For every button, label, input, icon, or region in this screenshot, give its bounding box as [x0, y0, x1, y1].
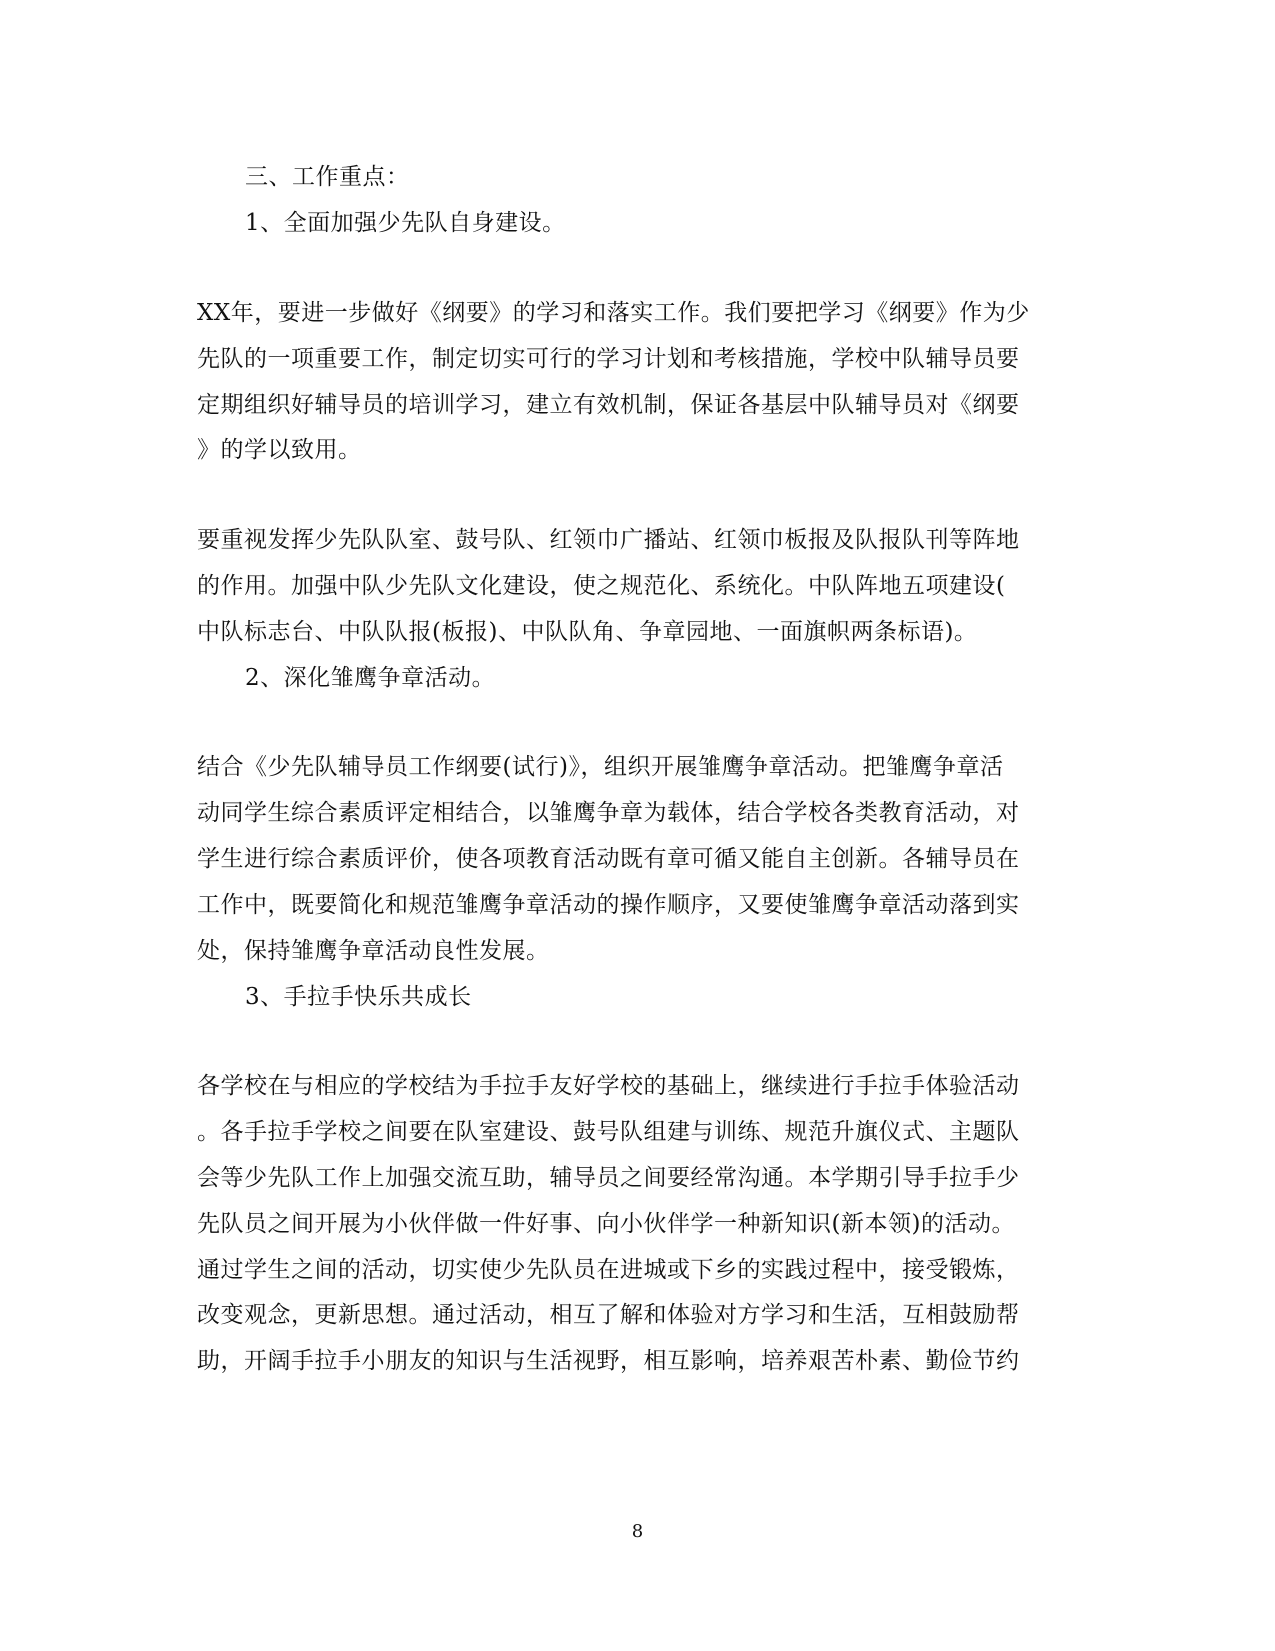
paragraph-line: 。各手拉手学校之间要在队室建设、鼓号队组建与训练、规范升旗仪式、主题队: [197, 1119, 1020, 1145]
paragraph-line: 先队的一项重要工作，制定切实可行的学习计划和考核措施，学校中队辅导员要: [197, 346, 1020, 372]
paragraph-line: 要重视发挥少先队队室、鼓号队、红领巾广播站、红领巾板报及队报队刊等阵地: [197, 527, 1020, 553]
subheading-2: 2、深化雏鹰争章活动。: [245, 665, 496, 691]
paragraph-line: 改变观念，更新思想。通过活动，相互了解和体验对方学习和生活，互相鼓励帮: [197, 1302, 1020, 1328]
paragraph-line: 》的学以致用。: [197, 437, 362, 463]
paragraph-line: 助，开阔手拉手小朋友的知识与生活视野，相互影响，培养艰苦朴素、勤俭节约: [197, 1348, 1020, 1374]
paragraph-line: 的作用。加强中队少先队文化建设，使之规范化、系统化。中队阵地五项建设(: [197, 573, 1006, 599]
paragraph-line: 中队标志台、中队队报(板报)、中队队角、争章园地、一面旗帜两条标语)。: [197, 619, 978, 645]
paragraph-line: 结合《少先队辅导员工作纲要(试行)》，组织开展雏鹰争章活动。把雏鹰争章活: [197, 754, 1004, 780]
page-number: 8: [631, 1521, 644, 1542]
paragraph-line: 通过学生之间的活动，切实使少先队员在进城或下乡的实践过程中，接受锻炼，: [197, 1257, 1020, 1283]
section-heading: 三、工作重点：: [245, 164, 410, 190]
paragraph-line: 学生进行综合素质评价，使各项教育活动既有章可循又能自主创新。各辅导员在: [197, 846, 1020, 872]
paragraph-line: XX年，要进一步做好《纲要》的学习和落实工作。我们要把学习《纲要》作为少: [197, 300, 1030, 326]
paragraph-line: 处，保持雏鹰争章活动良性发展。: [197, 938, 550, 964]
subheading-1: 1、全面加强少先队自身建设。: [245, 210, 566, 236]
paragraph-line: 各学校在与相应的学校结为手拉手友好学校的基础上，继续进行手拉手体验活动: [197, 1073, 1020, 1099]
subheading-3: 3、手拉手快乐共成长: [245, 984, 472, 1010]
paragraph-line: 定期组织好辅导员的培训学习，建立有效机制，保证各基层中队辅导员对《纲要: [197, 392, 1020, 418]
paragraph-line: 先队员之间开展为小伙伴做一件好事、向小伙伴学一种新知识(新本领)的活动。: [197, 1211, 1015, 1237]
paragraph-line: 会等少先队工作上加强交流互助，辅导员之间要经常沟通。本学期引导手拉手少: [197, 1165, 1020, 1191]
paragraph-line: 动同学生综合素质评定相结合，以雏鹰争章为载体，结合学校各类教育活动，对: [197, 800, 1020, 826]
paragraph-line: 工作中，既要简化和规范雏鹰争章活动的操作顺序，又要使雏鹰争章活动落到实: [197, 892, 1020, 918]
